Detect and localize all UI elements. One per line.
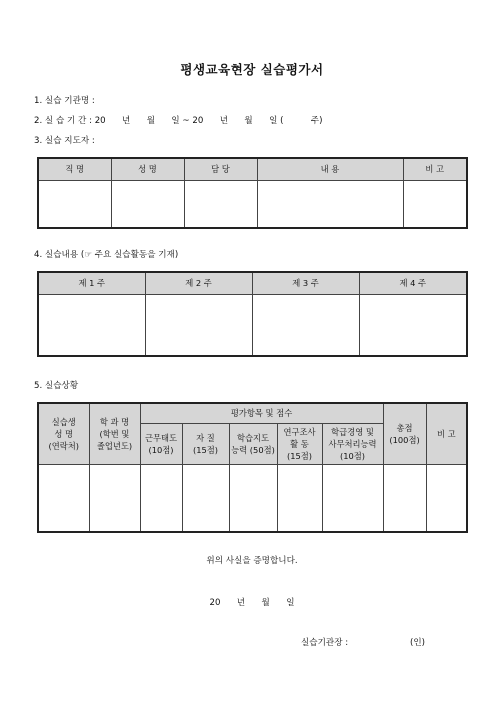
- col-content-header: 내 용: [257, 158, 403, 181]
- supervisor-table-row: [38, 181, 467, 229]
- total-score-header: [383, 403, 426, 465]
- aptitude-line2: (15점): [192, 445, 219, 455]
- teaching-ability-line2: 능력 (50점): [231, 445, 275, 455]
- teaching-ability-cell[interactable]: [229, 465, 277, 533]
- total-score-line2: (100점): [389, 435, 420, 445]
- research-activity-line1: 연구조사: [283, 426, 316, 437]
- department-header-line2: (학번 및: [99, 428, 130, 439]
- total-score-line1: 총점: [396, 422, 413, 433]
- supervisor-line: 3. 실습 지도자 :: [34, 136, 95, 146]
- name-cell[interactable]: [111, 181, 184, 229]
- research-activity-line3: (15점): [286, 451, 313, 461]
- research-activity-line2: 활 동: [290, 438, 309, 449]
- supervisor-table-header-row: [38, 158, 467, 181]
- total-score-cell[interactable]: [383, 465, 426, 533]
- student-cell[interactable]: [38, 465, 89, 533]
- status-table-header-row-1: [38, 403, 467, 424]
- week-1-cell[interactable]: [38, 295, 145, 357]
- aptitude-header: [182, 424, 229, 465]
- department-cell[interactable]: [89, 465, 140, 533]
- col-position-header: 직 명: [38, 158, 111, 181]
- attitude-cell[interactable]: [140, 465, 182, 533]
- class-management-line3: (10점): [340, 451, 366, 461]
- research-activity-header: [277, 424, 322, 465]
- student-header-line2: 성 명: [54, 428, 74, 439]
- aptitude-cell[interactable]: [182, 465, 229, 533]
- student-header-line3: (연락처): [48, 441, 80, 451]
- teaching-ability-header: [229, 424, 277, 465]
- remarks-cell[interactable]: [403, 181, 467, 229]
- department-header: [89, 403, 140, 465]
- col-remarks-header: 비 고: [403, 158, 467, 181]
- col-name-header: 성 명: [111, 158, 184, 181]
- institution-name-line: 1. 실습 기관명 :: [34, 96, 95, 106]
- weekly-activity-table: [37, 271, 468, 357]
- department-header-line1: 학 과 명: [99, 416, 130, 427]
- practice-status-line: 5. 실습상황: [34, 381, 79, 391]
- class-management-line1: 학급경영 및: [331, 426, 374, 437]
- practice-period-line: 2. 실 습 기 간 : 20 년 월 일 ~ 20 년 월 일 ( 주): [34, 116, 323, 126]
- status-remarks-header: 비 고: [426, 403, 467, 465]
- teaching-ability-line1: 학습지도: [236, 432, 270, 443]
- certification-date: 20 년 월 일: [209, 598, 295, 608]
- attitude-line1: 근무태도: [144, 432, 178, 443]
- week-4-cell[interactable]: [359, 295, 467, 357]
- status-remarks-cell[interactable]: [426, 465, 467, 533]
- aptitude-line1: 자 질: [196, 432, 215, 443]
- practice-content-line: 4. 실습내용 (☞ 주요 실습활동을 기재): [34, 250, 179, 260]
- class-management-line2: 사무처리능력: [328, 438, 377, 449]
- institution-head-label: 실습기관장 :: [301, 638, 349, 648]
- department-header-line3: 졸업년도): [96, 441, 133, 451]
- week-3-cell[interactable]: [252, 295, 359, 357]
- document-title: 평생교육현장 실습평가서: [180, 62, 324, 77]
- weekly-table-row: [38, 295, 467, 357]
- week-2-header: 제 2 주: [145, 272, 252, 295]
- week-4-header: 제 4 주: [359, 272, 467, 295]
- practice-status-table: [37, 402, 468, 533]
- supervisor-table: [37, 157, 468, 229]
- col-duty-header: 담 당: [184, 158, 257, 181]
- weekly-table-header-row: [38, 272, 467, 295]
- attitude-header: [140, 424, 182, 465]
- week-1-header: 제 1 주: [38, 272, 145, 295]
- position-cell[interactable]: [38, 181, 111, 229]
- research-activity-cell[interactable]: [277, 465, 322, 533]
- certification-statement: 위의 사실을 증명합니다.: [206, 556, 298, 566]
- class-management-header: [322, 424, 383, 465]
- seal-mark: (인): [410, 638, 426, 648]
- status-table-row: [38, 465, 467, 533]
- content-cell[interactable]: [257, 181, 403, 229]
- class-management-cell[interactable]: [322, 465, 383, 533]
- evaluation-items-header: 평가항목 및 점수: [140, 403, 383, 424]
- week-3-header: 제 3 주: [252, 272, 359, 295]
- week-2-cell[interactable]: [145, 295, 252, 357]
- attitude-line2: (10점): [148, 445, 174, 455]
- student-header: [38, 403, 89, 465]
- student-header-line1: 실습생: [51, 416, 76, 427]
- duty-cell[interactable]: [184, 181, 257, 229]
